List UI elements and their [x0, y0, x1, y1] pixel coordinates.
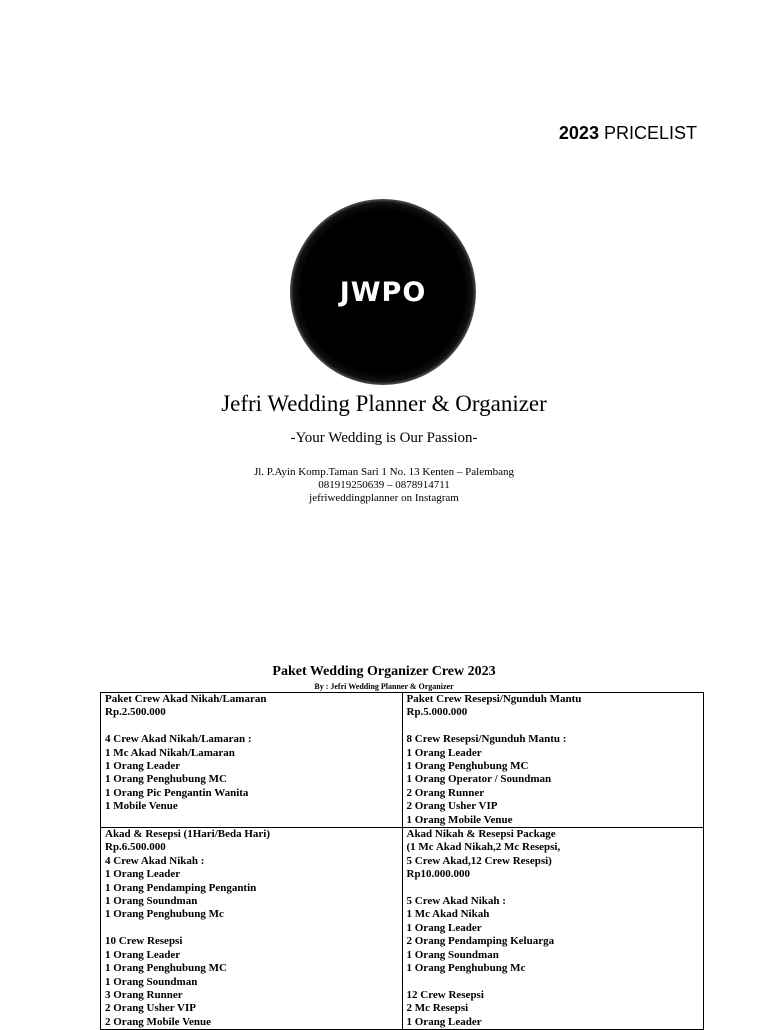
pricelist-heading — [559, 123, 697, 144]
package-line: Paket Crew Akad Nikah/Lamaran — [105, 693, 267, 705]
package-line: 1 Orang Leader — [105, 948, 181, 961]
package-line — [105, 922, 398, 935]
package-line: 1 Mc Akad Nikah — [406, 908, 490, 921]
package-line: Rp10.000.000 — [406, 868, 471, 881]
package-line: Akad & Resepsi (1Hari/Beda Hari) — [105, 828, 270, 841]
package-line: 1 Orang Mobile Venue — [406, 813, 513, 826]
contact-block — [0, 466, 768, 505]
package-line: 10 Crew Resepsi — [105, 935, 183, 948]
package-line: 1 Orang Leader — [406, 746, 482, 759]
package-line: 1 Mobile Venue — [105, 800, 178, 813]
package-line: 4 Crew Akad Nikah : — [105, 854, 205, 867]
package-cell — [402, 693, 704, 828]
packages-table — [100, 692, 704, 1030]
package-line: Akad Nikah & Resepsi Package — [406, 828, 556, 841]
package-line: 1 Orang Penghubung Mc — [105, 908, 224, 921]
package-line: Paket Crew Resepsi/Ngunduh Mantu — [406, 693, 582, 705]
package-cell — [101, 693, 403, 828]
package-line: 2 Orang Pendamping Keluarga — [406, 935, 555, 948]
package-line: 2 Mc Resepsi — [406, 1002, 469, 1015]
packages-title: Paket Wedding Organizer Crew 2023 — [272, 664, 496, 679]
package-line: 1 Orang Soundman — [105, 895, 198, 908]
logo-circle — [290, 199, 476, 385]
package-line — [105, 720, 398, 733]
packages-table-body — [101, 693, 704, 1030]
package-line: (1 Mc Akad Nikah,2 Mc Resepsi, — [406, 841, 561, 854]
package-row — [101, 693, 704, 828]
package-line: 1 Orang Pendamping Pengantin — [105, 881, 257, 894]
package-line — [407, 720, 700, 733]
package-line: 4 Crew Akad Nikah/Lamaran : — [105, 733, 252, 746]
package-line: 1 Orang Penghubung MC — [105, 962, 227, 975]
package-line: 3 Orang Runner — [105, 988, 183, 1001]
package-line: 2 Orang Usher VIP — [406, 800, 498, 813]
package-line: Rp.5.000.000 — [406, 706, 468, 719]
contact-instagram: jefriweddingplanner on Instagram — [309, 492, 459, 504]
package-line: Rp.6.500.000 — [105, 841, 166, 854]
package-line: 2 Orang Mobile Venue — [105, 1015, 212, 1028]
package-line: 2 Orang Runner — [406, 786, 485, 799]
package-line: 1 Orang Pic Pengantin Wanita — [105, 786, 249, 799]
package-line: 5 Crew Akad,12 Crew Resepsi) — [406, 854, 552, 867]
package-line: 2 Orang Usher VIP — [105, 1002, 196, 1015]
contact-phones: 081919250639 – 0878914711 — [318, 479, 450, 491]
contact-address: Jl. P.Ayin Komp.Taman Sari 1 No. 13 Kenten – Palembang — [253, 466, 515, 478]
package-cell — [402, 828, 704, 1030]
organization-tagline: -Your Wedding is Our Passion- — [290, 430, 478, 446]
package-line: 1 Orang Leader — [105, 760, 181, 773]
package-line: 1 Orang Penghubung MC — [105, 773, 227, 786]
package-line: 1 Orang Leader — [105, 868, 181, 881]
package-line: 8 Crew Resepsi/Ngunduh Mantu : — [406, 733, 567, 746]
pricelist-year: 2023 — [558, 123, 599, 143]
package-line: 1 Orang Penghubung MC — [406, 760, 529, 773]
package-line: 12 Crew Resepsi — [406, 988, 484, 1001]
package-line: 5 Crew Akad Nikah : — [406, 895, 506, 908]
package-line: 1 Orang Soundman — [105, 975, 198, 988]
organization-name: Jefri Wedding Planner & Organizer — [221, 391, 547, 416]
package-line: 1 Orang Leader — [406, 1015, 482, 1028]
package-line — [407, 882, 700, 895]
package-row — [101, 828, 704, 1030]
logo-text: JWPO — [339, 276, 427, 308]
package-line: 1 Orang Leader — [406, 921, 482, 934]
package-line: 1 Orang Penghubung Mc — [406, 962, 526, 975]
packages-subtitle: By : Jefri Wedding Planner & Organizer — [314, 682, 454, 691]
package-line: 1 Orang Soundman — [406, 948, 499, 961]
package-line: 1 Mc Akad Nikah/Lamaran — [105, 746, 235, 759]
package-line: Rp.2.500.000 — [105, 706, 166, 719]
pricelist-label: PRICELIST — [603, 123, 697, 143]
package-line: 1 Orang Operator / Soundman — [406, 773, 552, 786]
package-line — [407, 976, 700, 989]
jwpo-logo — [290, 199, 476, 385]
package-cell — [101, 828, 403, 1030]
